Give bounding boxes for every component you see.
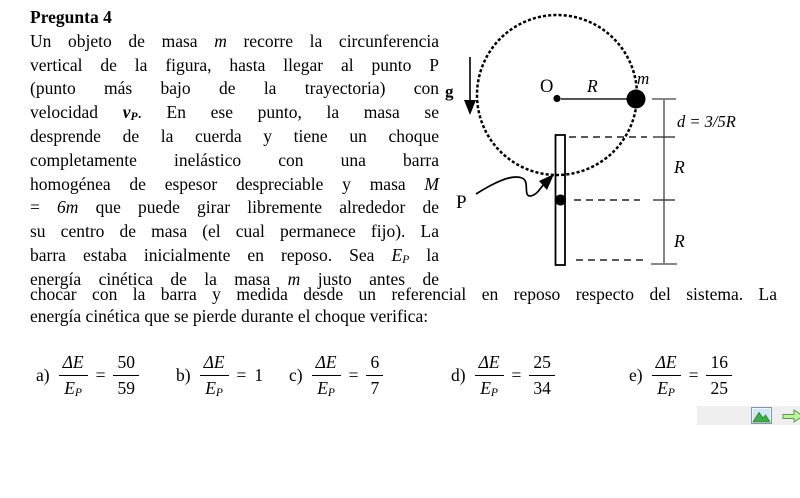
option-e xyxy=(629,352,732,399)
option-a xyxy=(36,352,139,399)
physics-figure xyxy=(440,0,800,292)
upper-segment-label: R xyxy=(674,157,685,177)
question-line: energía cinética de la masa m justo antes de xyxy=(30,268,440,289)
option-label: d) xyxy=(451,365,466,385)
option-c xyxy=(289,352,383,399)
center-dot xyxy=(553,95,560,102)
value-whole: 1 xyxy=(254,365,264,385)
equals-sign: = xyxy=(236,365,247,385)
point-p-label: P xyxy=(456,192,467,213)
ratio-fraction: $\frac{\Delta E}{E_P}$ xyxy=(652,352,681,399)
point-p-arrow xyxy=(476,174,554,196)
mass-label: m xyxy=(637,69,650,88)
gravity-arrow xyxy=(464,57,476,115)
question-line: homogénea de espesor despreciable y masa M xyxy=(30,173,439,194)
bar-center-dot xyxy=(555,195,566,206)
value-fraction: $\frac{6}{7}$ xyxy=(366,352,383,399)
ratio-fraction: $\frac{\Delta E}{E_P}$ xyxy=(59,352,88,399)
question-line: velocidad $v_P$. En ese punto, la masa se xyxy=(30,102,439,124)
question-line: su centro de masa (el cual permanece fijo). La xyxy=(30,221,439,242)
bottom-toolbar xyxy=(697,406,800,425)
question-text-column xyxy=(30,6,439,292)
question-line: completamente inelástico con una barra xyxy=(30,149,439,170)
dashed-level-lines xyxy=(569,137,647,260)
option-label: b) xyxy=(176,365,191,385)
gravity-label: g xyxy=(445,82,454,101)
equals-sign: = xyxy=(688,365,699,385)
radius-label: R xyxy=(587,76,598,96)
equals-sign: = xyxy=(511,365,522,385)
option-b xyxy=(176,352,263,399)
equals-sign: = xyxy=(95,365,106,385)
question-line: vertical de la figura, hasta llegar al punto P xyxy=(30,54,439,75)
ratio-fraction: $\frac{\Delta E}{E_P}$ xyxy=(312,352,341,399)
option-d xyxy=(451,352,555,399)
lower-segment-label: R xyxy=(674,231,685,251)
question-line: chocar con la barra y medida desde un referencial en reposo respecto del sistema. La xyxy=(30,284,777,304)
center-label: O xyxy=(540,77,554,97)
distance-label: d = 3/5R xyxy=(677,112,736,131)
equals-sign: = xyxy=(348,365,359,385)
question-line: barra estaba inicialmente en reposo. Sea $E_P$ la xyxy=(30,244,439,266)
question-title: Pregunta 4 xyxy=(30,7,112,27)
question-line: energía cinética que se pierde durante el choque verifica: xyxy=(30,305,429,326)
value-fraction: $\frac{50}{59}$ xyxy=(113,352,139,399)
option-label: c) xyxy=(289,365,303,385)
value-fraction: $\frac{16}{25}$ xyxy=(706,352,732,399)
mass-dot xyxy=(627,90,646,109)
option-label: a) xyxy=(36,365,50,385)
redo-arrow-icon[interactable] xyxy=(782,409,800,423)
option-label: e) xyxy=(629,365,643,385)
question-line: = 6m que puede girar libremente alrededor de xyxy=(30,197,439,218)
value-fraction: $\frac{25}{34}$ xyxy=(529,352,555,399)
image-icon[interactable] xyxy=(751,407,772,424)
question-line: (punto más bajo de la trayectoria) con xyxy=(30,78,439,99)
ratio-fraction: $\frac{\Delta E}{E_P}$ xyxy=(475,352,504,399)
question-line: desprende de la cuerda y tiene un choque xyxy=(30,125,439,146)
ratio-fraction: $\frac{\Delta E}{E_P}$ xyxy=(200,352,229,399)
question-line: Un objeto de masa m recorre la circunferencia xyxy=(30,30,439,51)
